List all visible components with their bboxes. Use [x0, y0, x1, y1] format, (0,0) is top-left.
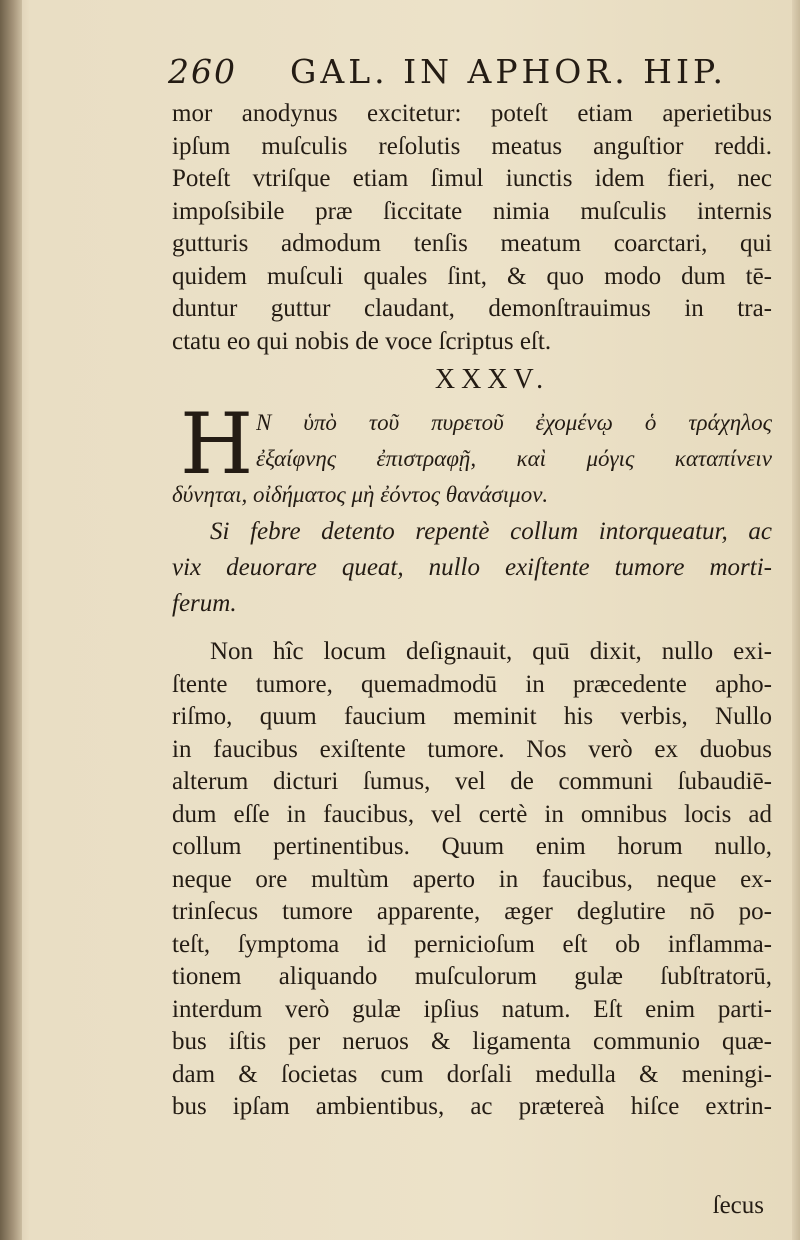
text-line: trinſecus tumore apparente, æger deglutire nō po-: [172, 898, 772, 925]
text-line: quidem muſculi quales ſint, & quo modo dum tē-: [172, 262, 772, 290]
book-spine-shadow: [0, 0, 22, 1240]
greek-line: ἐξαίφνης ἐπιστραφῇ, καὶ μόγις καταπίνειν: [256, 446, 772, 471]
greek-line: Ν ὑπὸ τοῦ πυρετοῦ ἐχομένῳ ὁ τράχηλος: [256, 410, 772, 435]
text-line: gutturis admodum tenſis meatum coarctari, qui: [172, 230, 772, 257]
page-edge: [792, 0, 800, 1240]
text-line: ctatu eo qui nobis de voce ſcriptus eſt.: [172, 327, 552, 355]
text-line: riſmo, quum faucium meminit his verbis, Nullo: [172, 703, 772, 730]
running-title: GAL. IN APHOR. HIP.: [290, 52, 728, 91]
latin-translation: [172, 514, 772, 622]
text-line: impoſsibile præ ſiccitate nimia muſculis internis: [172, 197, 772, 225]
text-line: ferum.: [172, 590, 237, 617]
intro-paragraph: [172, 98, 772, 358]
text-line: mor anodynus excitetur: poteſt etiam aperietibus: [172, 100, 772, 127]
text-line: bus iſtis per neruos & ligamenta communio quæ-: [172, 1028, 772, 1055]
text-line: vix deuorare queat, nullo exiſtente tumore morti-: [172, 554, 772, 581]
text-line: duntur guttur claudant, demonſtrauimus in tra-: [172, 295, 772, 322]
text-line: alterum dicturi ſumus, vel de communi ſubaudiē-: [172, 768, 772, 795]
greek-aphorism: [172, 395, 772, 514]
text-line: ſtente tumore, quemadmodū in præcedente apho-: [172, 670, 772, 698]
text-line: neque ore multùm aperto in faucibus, neque ex-: [172, 865, 772, 893]
text-line: Si febre detento repentè collum intorqueatur, ac: [210, 518, 772, 545]
text-line: collum pertinentibus. Quum enim horum nullo,: [172, 833, 772, 860]
text-line: in faucibus exiſtente tumore. Nos verò ex duobus: [172, 735, 772, 763]
drop-cap: H: [180, 395, 254, 493]
commentary-paragraph: [172, 636, 772, 1124]
text-body: [172, 98, 772, 1124]
section-number: XXXV.: [434, 364, 550, 395]
text-line: Poteſt vtriſque etiam ſimul iunctis idem fieri, nec: [172, 165, 772, 192]
text-line: interdum verò gulæ ipſius natum. Eſt enim parti-: [172, 995, 772, 1023]
page-number: 260: [168, 52, 237, 91]
text-line: dum eſſe in faucibus, vel certè in omnibus locis ad: [172, 800, 772, 828]
text-line: dam & ſocietas cum dorſali medulla & meningi-: [172, 1060, 772, 1088]
text-line: ipſum muſculis reſolutis meatus anguſtior reddi.: [172, 132, 772, 160]
catchword: ſecus: [712, 1192, 764, 1219]
text-line: tionem aliquando muſculorum gulæ ſubſtratorū,: [172, 963, 772, 990]
page-header: [168, 52, 728, 98]
text-line: bus ipſam ambientibus, ac prætereà hiſce extrin-: [172, 1093, 772, 1120]
greek-line: δύνηται, οἰδήματος μὴ ἐόντος θανάσιμον.: [172, 482, 549, 507]
text-line: teſt, ſymptoma id pernicioſum eſt ob inflamma-: [172, 930, 772, 958]
text-line: Non hîc locum deſignauit, quū dixit, nullo exi-: [210, 638, 772, 665]
